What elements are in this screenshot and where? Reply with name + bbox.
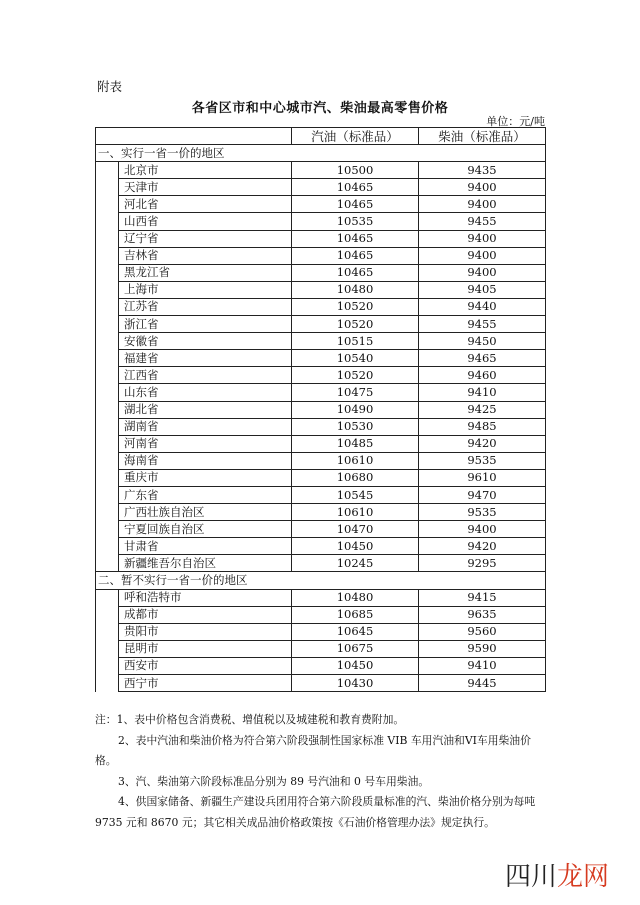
indent-cell — [96, 452, 119, 469]
region-name-cell: 河南省 — [119, 435, 292, 452]
diesel-price-cell: 9440 — [419, 298, 546, 315]
gasoline-price-cell: 10465 — [292, 179, 419, 196]
gasoline-price-cell: 10465 — [292, 264, 419, 281]
table-row — [96, 538, 546, 555]
table-row — [96, 298, 546, 315]
gasoline-price-cell: 10245 — [292, 555, 419, 572]
indent-cell — [96, 657, 119, 674]
diesel-price-cell: 9610 — [419, 469, 546, 486]
table-row — [96, 230, 546, 247]
indent-cell — [96, 213, 119, 230]
table-row — [96, 435, 546, 452]
diesel-price-cell: 9435 — [419, 162, 546, 179]
indent-cell — [96, 316, 119, 333]
gasoline-price-cell: 10465 — [292, 230, 419, 247]
gasoline-price-cell: 10520 — [292, 316, 419, 333]
table-row — [96, 196, 546, 213]
gasoline-price-cell: 10450 — [292, 657, 419, 674]
region-name-cell: 江西省 — [119, 367, 292, 384]
notes — [95, 710, 547, 833]
diesel-price-cell: 9455 — [419, 316, 546, 333]
diesel-price-cell: 9470 — [419, 486, 546, 503]
table-row — [96, 264, 546, 281]
diesel-price-cell: 9460 — [419, 367, 546, 384]
indent-cell — [96, 589, 119, 606]
header-gasoline: 汽油（标准品） — [292, 128, 419, 145]
indent-cell — [96, 538, 119, 555]
table-row — [96, 521, 546, 538]
indent-cell — [96, 486, 119, 503]
region-name-cell: 昆明市 — [119, 640, 292, 657]
diesel-price-cell: 9410 — [419, 384, 546, 401]
page-title: 各省区市和中心城市汽、柴油最高零售价格 — [191, 101, 449, 116]
indent-cell — [96, 418, 119, 435]
indent-cell — [96, 555, 119, 572]
region-name-cell: 北京市 — [119, 162, 292, 179]
watermark-logo — [505, 862, 609, 892]
indent-cell — [96, 264, 119, 281]
diesel-price-cell: 9400 — [419, 179, 546, 196]
table-row — [96, 589, 546, 606]
indent-cell — [96, 350, 119, 367]
gasoline-price-cell: 10515 — [292, 333, 419, 350]
diesel-price-cell: 9400 — [419, 264, 546, 281]
indent-cell — [96, 623, 119, 640]
table-row — [96, 418, 546, 435]
region-name-cell: 广东省 — [119, 486, 292, 503]
gasoline-price-cell: 10610 — [292, 504, 419, 521]
indent-cell — [96, 469, 119, 486]
section-heading: 一、实行一省一价的地区 — [96, 145, 546, 162]
region-name-cell: 江苏省 — [119, 298, 292, 315]
region-name-cell: 上海市 — [119, 281, 292, 298]
table-header-row — [96, 128, 546, 145]
gasoline-price-cell: 10645 — [292, 623, 419, 640]
gasoline-price-cell: 10430 — [292, 675, 419, 692]
diesel-price-cell: 9450 — [419, 333, 546, 350]
table-row — [96, 367, 546, 384]
diesel-price-cell: 9410 — [419, 657, 546, 674]
gasoline-price-cell: 10480 — [292, 281, 419, 298]
diesel-price-cell: 9560 — [419, 623, 546, 640]
indent-cell — [96, 435, 119, 452]
region-name-cell: 甘肃省 — [119, 538, 292, 555]
indent-cell — [96, 333, 119, 350]
region-name-cell: 湖北省 — [119, 401, 292, 418]
appendix-label: 附表 — [97, 79, 123, 94]
diesel-price-cell: 9405 — [419, 281, 546, 298]
diesel-price-cell: 9445 — [419, 675, 546, 692]
diesel-price-cell: 9295 — [419, 555, 546, 572]
region-name-cell: 辽宁省 — [119, 230, 292, 247]
diesel-price-cell: 9465 — [419, 350, 546, 367]
region-name-cell: 黑龙江省 — [119, 264, 292, 281]
indent-cell — [96, 162, 119, 179]
region-name-cell: 山东省 — [119, 384, 292, 401]
diesel-price-cell: 9535 — [419, 452, 546, 469]
gasoline-price-cell: 10520 — [292, 298, 419, 315]
table-row — [96, 281, 546, 298]
region-name-cell: 成都市 — [119, 606, 292, 623]
gasoline-price-cell: 10610 — [292, 452, 419, 469]
region-name-cell: 山西省 — [119, 213, 292, 230]
price-table — [95, 127, 546, 692]
gasoline-price-cell: 10475 — [292, 384, 419, 401]
diesel-price-cell: 9400 — [419, 521, 546, 538]
note-1: 注：1、表中价格包含消费税、增值税以及城建税和教育费附加。 — [95, 713, 405, 726]
gasoline-price-cell: 10470 — [292, 521, 419, 538]
gasoline-price-cell: 10500 — [292, 162, 419, 179]
indent-cell — [96, 521, 119, 538]
note-4: 4、供国家储备、新疆生产建设兵团用符合第六阶段质量标准的汽、柴油价格分别为每吨 9735 元和 8670 元；其它相关成品油价格政策按《石油价格管理办法》规定执行。 — [95, 795, 536, 829]
watermark-part2: 龙网 — [557, 862, 610, 892]
indent-cell — [96, 640, 119, 657]
table-row — [96, 675, 546, 692]
gasoline-price-cell: 10490 — [292, 401, 419, 418]
diesel-price-cell: 9420 — [419, 538, 546, 555]
region-name-cell: 吉林省 — [119, 247, 292, 264]
table-body — [96, 145, 546, 692]
indent-cell — [96, 281, 119, 298]
gasoline-price-cell: 10530 — [292, 418, 419, 435]
section-heading: 二、暂不实行一省一价的地区 — [96, 572, 546, 589]
region-name-cell: 海南省 — [119, 452, 292, 469]
region-name-cell: 广西壮族自治区 — [119, 504, 292, 521]
region-name-cell: 福建省 — [119, 350, 292, 367]
indent-cell — [96, 367, 119, 384]
region-name-cell: 天津市 — [119, 179, 292, 196]
section-heading-row — [96, 145, 546, 162]
note-2: 2、表中汽油和柴油价格为符合第六阶段强制性国家标准 VIB 车用汽油和VI车用柴油价格。 — [95, 733, 531, 767]
table-row — [96, 162, 546, 179]
table-row — [96, 316, 546, 333]
diesel-price-cell: 9635 — [419, 606, 546, 623]
diesel-price-cell: 9400 — [419, 196, 546, 213]
region-name-cell: 西安市 — [119, 657, 292, 674]
region-name-cell: 贵阳市 — [119, 623, 292, 640]
gasoline-price-cell: 10450 — [292, 538, 419, 555]
gasoline-price-cell: 10540 — [292, 350, 419, 367]
indent-cell — [96, 298, 119, 315]
indent-cell — [96, 179, 119, 196]
table-row — [96, 504, 546, 521]
diesel-price-cell: 9415 — [419, 589, 546, 606]
gasoline-price-cell: 10485 — [292, 435, 419, 452]
diesel-price-cell: 9535 — [419, 504, 546, 521]
table-row — [96, 247, 546, 264]
indent-cell — [96, 384, 119, 401]
region-name-cell: 安徽省 — [119, 333, 292, 350]
gasoline-price-cell: 10520 — [292, 367, 419, 384]
unit-label: 单位：元/吨 — [486, 115, 545, 128]
indent-cell — [96, 230, 119, 247]
table-row — [96, 384, 546, 401]
diesel-price-cell: 9400 — [419, 247, 546, 264]
diesel-price-cell: 9455 — [419, 213, 546, 230]
table-row — [96, 350, 546, 367]
region-name-cell: 西宁市 — [119, 675, 292, 692]
table-row — [96, 623, 546, 640]
table-row — [96, 606, 546, 623]
gasoline-price-cell: 10685 — [292, 606, 419, 623]
diesel-price-cell: 9425 — [419, 401, 546, 418]
diesel-price-cell: 9420 — [419, 435, 546, 452]
region-name-cell: 湖南省 — [119, 418, 292, 435]
diesel-price-cell: 9400 — [419, 230, 546, 247]
watermark-part1: 四川 — [505, 862, 558, 892]
gasoline-price-cell: 10480 — [292, 589, 419, 606]
indent-cell — [96, 401, 119, 418]
section-heading-row — [96, 572, 546, 589]
region-name-cell: 河北省 — [119, 196, 292, 213]
gasoline-price-cell: 10675 — [292, 640, 419, 657]
region-name-cell: 宁夏回族自治区 — [119, 521, 292, 538]
table-row — [96, 333, 546, 350]
table-row — [96, 469, 546, 486]
table-row — [96, 179, 546, 196]
region-name-cell: 新疆维吾尔自治区 — [119, 555, 292, 572]
header-diesel: 柴油（标准品） — [419, 128, 546, 145]
table-row — [96, 486, 546, 503]
indent-cell — [96, 196, 119, 213]
gasoline-price-cell: 10465 — [292, 247, 419, 264]
table-row — [96, 657, 546, 674]
gasoline-price-cell: 10465 — [292, 196, 419, 213]
table-row — [96, 452, 546, 469]
gasoline-price-cell: 10535 — [292, 213, 419, 230]
header-region — [96, 128, 292, 145]
table-row — [96, 640, 546, 657]
indent-cell — [96, 504, 119, 521]
indent-cell — [96, 606, 119, 623]
diesel-price-cell: 9485 — [419, 418, 546, 435]
region-name-cell: 浙江省 — [119, 316, 292, 333]
table-row — [96, 213, 546, 230]
indent-cell — [96, 247, 119, 264]
indent-cell — [96, 675, 119, 692]
region-name-cell: 呼和浩特市 — [119, 589, 292, 606]
table-row — [96, 401, 546, 418]
region-name-cell: 重庆市 — [119, 469, 292, 486]
table-row — [96, 555, 546, 572]
note-3: 3、汽、柴油第六阶段标准品分别为 89 号汽油和 0 号车用柴油。 — [118, 774, 430, 788]
gasoline-price-cell: 10680 — [292, 469, 419, 486]
diesel-price-cell: 9590 — [419, 640, 546, 657]
gasoline-price-cell: 10545 — [292, 486, 419, 503]
